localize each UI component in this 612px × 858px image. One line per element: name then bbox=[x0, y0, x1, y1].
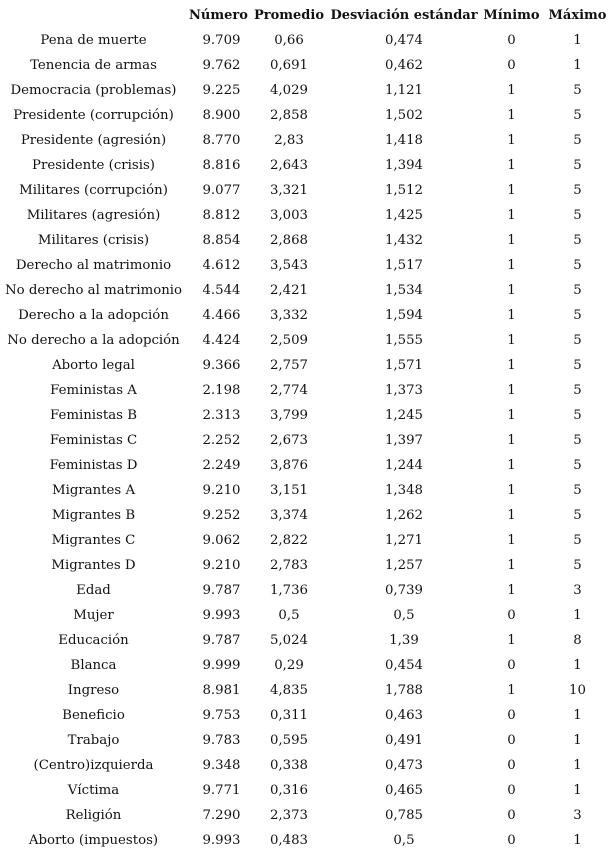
variable-cell: Beneficio bbox=[62, 708, 125, 723]
table-row bbox=[0, 628, 612, 653]
desviacion-cell: 1,348 bbox=[384, 483, 424, 498]
promedio-cell: 0,316 bbox=[269, 783, 309, 798]
minimo-cell: 1 bbox=[507, 183, 516, 198]
descriptive-statistics-table bbox=[0, 3, 612, 853]
maximo-cell: 5 bbox=[573, 483, 582, 498]
variable-cell: Tenencia de armas bbox=[30, 58, 157, 73]
table-row bbox=[0, 603, 612, 628]
minimo-cell: 0 bbox=[507, 708, 516, 723]
table-row bbox=[0, 428, 612, 453]
maximo-cell: 1 bbox=[573, 608, 582, 623]
numero-cell: 9.210 bbox=[202, 558, 241, 573]
maximo-cell: 5 bbox=[573, 183, 582, 198]
promedio-cell: 0,595 bbox=[269, 733, 309, 748]
minimo-cell: 0 bbox=[507, 658, 516, 673]
desviacion-cell: 0,491 bbox=[384, 733, 424, 748]
desviacion-cell: 1,244 bbox=[384, 458, 424, 473]
numero-cell: 9.366 bbox=[202, 358, 241, 373]
promedio-cell: 0,66 bbox=[274, 33, 304, 48]
variable-cell: Presidente (crisis) bbox=[32, 158, 155, 173]
desviacion-cell: 0,473 bbox=[384, 758, 424, 773]
table-row bbox=[0, 378, 612, 403]
minimo-cell: 1 bbox=[507, 208, 516, 223]
variable-cell: Migrantes D bbox=[51, 558, 136, 573]
table-row bbox=[0, 828, 612, 853]
maximo-cell: 5 bbox=[573, 533, 582, 548]
desviacion-cell: 1,534 bbox=[384, 283, 424, 298]
maximo-cell: 5 bbox=[573, 458, 582, 473]
table-row bbox=[0, 678, 612, 703]
numero-cell: 2.313 bbox=[202, 408, 241, 423]
minimo-cell: 1 bbox=[507, 633, 516, 648]
desviacion-cell: 1,512 bbox=[384, 183, 424, 198]
minimo-cell: 0 bbox=[507, 608, 516, 623]
variable-cell: Mujer bbox=[73, 608, 114, 623]
maximo-cell: 5 bbox=[573, 508, 582, 523]
table-row bbox=[0, 403, 612, 428]
promedio-cell: 0,483 bbox=[269, 833, 309, 848]
promedio-cell: 2,673 bbox=[269, 433, 309, 448]
maximo-cell: 10 bbox=[569, 683, 586, 698]
variable-cell: Religión bbox=[65, 808, 122, 823]
minimo-cell: 1 bbox=[507, 533, 516, 548]
desviacion-cell: 1,517 bbox=[384, 258, 424, 273]
minimo-cell: 1 bbox=[507, 133, 516, 148]
promedio-cell: 3,151 bbox=[269, 483, 309, 498]
numero-cell: 8.900 bbox=[202, 108, 241, 123]
minimo-cell: 1 bbox=[507, 383, 516, 398]
numero-cell: 4.466 bbox=[202, 308, 241, 323]
promedio-cell: 0,311 bbox=[269, 708, 309, 723]
promedio-cell: 2,783 bbox=[269, 558, 309, 573]
minimo-cell: 0 bbox=[507, 783, 516, 798]
maximo-cell: 1 bbox=[573, 58, 582, 73]
promedio-cell: 3,799 bbox=[269, 408, 309, 423]
variable-cell: Víctima bbox=[67, 783, 120, 798]
desviacion-cell: 1,257 bbox=[384, 558, 424, 573]
desviacion-cell: 1,271 bbox=[384, 533, 424, 548]
minimo-cell: 0 bbox=[507, 33, 516, 48]
variable-cell: Feministas A bbox=[50, 383, 137, 398]
table-row bbox=[0, 103, 612, 128]
table-row bbox=[0, 53, 612, 78]
promedio-cell: 2,868 bbox=[269, 233, 309, 248]
maximo-cell: 5 bbox=[573, 258, 582, 273]
header-numero: Número bbox=[189, 8, 248, 23]
minimo-cell: 1 bbox=[507, 308, 516, 323]
maximo-cell: 5 bbox=[573, 233, 582, 248]
header-promedio: Promedio bbox=[253, 8, 325, 23]
desviacion-cell: 1,121 bbox=[384, 83, 424, 98]
promedio-cell: 5,024 bbox=[269, 633, 309, 648]
promedio-cell: 2,774 bbox=[269, 383, 309, 398]
numero-cell: 9.787 bbox=[202, 583, 241, 598]
numero-cell: 9.999 bbox=[202, 658, 241, 673]
numero-cell: 9.783 bbox=[202, 733, 241, 748]
minimo-cell: 1 bbox=[507, 508, 516, 523]
variable-cell: Feministas D bbox=[49, 458, 138, 473]
maximo-cell: 1 bbox=[573, 833, 582, 848]
desviacion-cell: 0,5 bbox=[393, 608, 415, 623]
variable-cell: Presidente (corrupción) bbox=[13, 108, 174, 123]
promedio-cell: 0,691 bbox=[269, 58, 309, 73]
desviacion-cell: 1,502 bbox=[384, 108, 424, 123]
table-row bbox=[0, 753, 612, 778]
promedio-cell: 0,29 bbox=[274, 658, 304, 673]
variable-cell: Migrantes B bbox=[51, 508, 136, 523]
minimo-cell: 1 bbox=[507, 483, 516, 498]
maximo-cell: 1 bbox=[573, 658, 582, 673]
table-row bbox=[0, 28, 612, 53]
numero-cell: 4.612 bbox=[202, 258, 241, 273]
numero-cell: 9.062 bbox=[202, 533, 241, 548]
promedio-cell: 4,835 bbox=[269, 683, 309, 698]
variable-cell: Feministas C bbox=[49, 433, 138, 448]
promedio-cell: 4,029 bbox=[269, 83, 309, 98]
table-row bbox=[0, 178, 612, 203]
numero-cell: 9.210 bbox=[202, 483, 241, 498]
minimo-cell: 1 bbox=[507, 333, 516, 348]
promedio-cell: 3,332 bbox=[269, 308, 309, 323]
minimo-cell: 0 bbox=[507, 58, 516, 73]
desviacion-cell: 0,454 bbox=[384, 658, 424, 673]
maximo-cell: 1 bbox=[573, 783, 582, 798]
table-row bbox=[0, 478, 612, 503]
table-body bbox=[0, 28, 612, 853]
numero-cell: 9.348 bbox=[202, 758, 241, 773]
header-desviacion: Desviación estándar bbox=[330, 8, 478, 23]
minimo-cell: 1 bbox=[507, 83, 516, 98]
minimo-cell: 0 bbox=[507, 808, 516, 823]
variable-cell: Trabajo bbox=[67, 733, 120, 748]
promedio-cell: 2,643 bbox=[269, 158, 309, 173]
numero-cell: 8.770 bbox=[202, 133, 241, 148]
table-row bbox=[0, 728, 612, 753]
variable-cell: Presidente (agresión) bbox=[20, 133, 167, 148]
header-maximo: Máximo bbox=[548, 8, 607, 23]
variable-cell: Derecho a la adopción bbox=[18, 308, 169, 323]
promedio-cell: 1,736 bbox=[269, 583, 309, 598]
variable-cell: Educación bbox=[58, 633, 129, 648]
numero-cell: 9.225 bbox=[202, 83, 241, 98]
promedio-cell: 2,822 bbox=[269, 533, 309, 548]
desviacion-cell: 1,262 bbox=[384, 508, 424, 523]
table-row bbox=[0, 153, 612, 178]
maximo-cell: 5 bbox=[573, 433, 582, 448]
maximo-cell: 5 bbox=[573, 358, 582, 373]
minimo-cell: 1 bbox=[507, 458, 516, 473]
table-row bbox=[0, 203, 612, 228]
desviacion-cell: 1,418 bbox=[384, 133, 424, 148]
variable-cell: Aborto legal bbox=[52, 358, 135, 373]
numero-cell: 8.854 bbox=[202, 233, 241, 248]
desviacion-cell: 1,39 bbox=[389, 633, 419, 648]
variable-cell: Militares (crisis) bbox=[37, 233, 150, 248]
promedio-cell: 2,373 bbox=[269, 808, 309, 823]
table-row bbox=[0, 578, 612, 603]
variable-cell: No derecho a la adopción bbox=[7, 333, 180, 348]
promedio-cell: 3,321 bbox=[269, 183, 309, 198]
numero-cell: 9.787 bbox=[202, 633, 241, 648]
promedio-cell: 0,5 bbox=[278, 608, 300, 623]
table-row bbox=[0, 703, 612, 728]
promedio-cell: 2,509 bbox=[269, 333, 309, 348]
table-row bbox=[0, 78, 612, 103]
promedio-cell: 2,757 bbox=[269, 358, 309, 373]
minimo-cell: 1 bbox=[507, 358, 516, 373]
header-variable bbox=[0, 3, 187, 28]
table-row bbox=[0, 303, 612, 328]
numero-cell: 9.077 bbox=[202, 183, 241, 198]
variable-cell: Democracia (problemas) bbox=[10, 83, 177, 98]
table-row bbox=[0, 453, 612, 478]
maximo-cell: 5 bbox=[573, 408, 582, 423]
numero-cell: 8.816 bbox=[202, 158, 241, 173]
promedio-cell: 2,421 bbox=[269, 283, 309, 298]
numero-cell: 9.771 bbox=[202, 783, 241, 798]
desviacion-cell: 0,785 bbox=[384, 808, 424, 823]
table-row bbox=[0, 128, 612, 153]
minimo-cell: 1 bbox=[507, 683, 516, 698]
variable-cell: Migrantes C bbox=[51, 533, 136, 548]
minimo-cell: 1 bbox=[507, 283, 516, 298]
variable-cell: Militares (agresión) bbox=[26, 208, 161, 223]
minimo-cell: 0 bbox=[507, 758, 516, 773]
desviacion-cell: 0,5 bbox=[393, 833, 415, 848]
variable-cell: Edad bbox=[76, 583, 111, 598]
maximo-cell: 8 bbox=[573, 633, 582, 648]
numero-cell: 8.981 bbox=[202, 683, 241, 698]
desviacion-cell: 0,465 bbox=[384, 783, 424, 798]
maximo-cell: 5 bbox=[573, 558, 582, 573]
promedio-cell: 3,876 bbox=[269, 458, 309, 473]
desviacion-cell: 1,571 bbox=[384, 358, 424, 373]
numero-cell: 2.249 bbox=[202, 458, 241, 473]
maximo-cell: 5 bbox=[573, 83, 582, 98]
maximo-cell: 5 bbox=[573, 383, 582, 398]
maximo-cell: 5 bbox=[573, 333, 582, 348]
promedio-cell: 2,858 bbox=[269, 108, 309, 123]
table-row bbox=[0, 803, 612, 828]
minimo-cell: 1 bbox=[507, 558, 516, 573]
desviacion-cell: 1,397 bbox=[384, 433, 424, 448]
desviacion-cell: 1,555 bbox=[384, 333, 424, 348]
desviacion-cell: 0,462 bbox=[384, 58, 424, 73]
numero-cell: 9.709 bbox=[202, 33, 241, 48]
promedio-cell: 2,83 bbox=[274, 133, 304, 148]
table-row bbox=[0, 553, 612, 578]
table-row bbox=[0, 328, 612, 353]
variable-cell: Militares (corrupción) bbox=[19, 183, 168, 198]
maximo-cell: 1 bbox=[573, 33, 582, 48]
maximo-cell: 1 bbox=[573, 733, 582, 748]
numero-cell: 4.544 bbox=[202, 283, 241, 298]
maximo-cell: 5 bbox=[573, 158, 582, 173]
maximo-cell: 1 bbox=[573, 708, 582, 723]
maximo-cell: 5 bbox=[573, 133, 582, 148]
numero-cell: 9.753 bbox=[202, 708, 241, 723]
desviacion-cell: 0,463 bbox=[384, 708, 424, 723]
header-minimo: Mínimo bbox=[483, 8, 540, 23]
minimo-cell: 1 bbox=[507, 583, 516, 598]
minimo-cell: 1 bbox=[507, 408, 516, 423]
numero-cell: 9.252 bbox=[202, 508, 241, 523]
table-row bbox=[0, 353, 612, 378]
promedio-cell: 3,003 bbox=[269, 208, 309, 223]
variable-cell: Ingreso bbox=[67, 683, 120, 698]
desviacion-cell: 1,394 bbox=[384, 158, 424, 173]
minimo-cell: 0 bbox=[507, 733, 516, 748]
variable-cell: Migrantes A bbox=[51, 483, 136, 498]
maximo-cell: 5 bbox=[573, 108, 582, 123]
desviacion-cell: 1,425 bbox=[384, 208, 424, 223]
minimo-cell: 1 bbox=[507, 258, 516, 273]
maximo-cell: 5 bbox=[573, 208, 582, 223]
minimo-cell: 1 bbox=[507, 233, 516, 248]
variable-cell: Blanca bbox=[70, 658, 117, 673]
numero-cell: 9.762 bbox=[202, 58, 241, 73]
table-row bbox=[0, 228, 612, 253]
table-row bbox=[0, 503, 612, 528]
variable-cell: Pena de muerte bbox=[40, 33, 147, 48]
table-row bbox=[0, 278, 612, 303]
minimo-cell: 0 bbox=[507, 833, 516, 848]
numero-cell: 9.993 bbox=[202, 608, 241, 623]
maximo-cell: 5 bbox=[573, 283, 582, 298]
variable-cell: No derecho al matrimonio bbox=[4, 283, 183, 298]
promedio-cell: 3,374 bbox=[269, 508, 309, 523]
minimo-cell: 1 bbox=[507, 158, 516, 173]
desviacion-cell: 0,474 bbox=[384, 33, 424, 48]
table-row bbox=[0, 653, 612, 678]
maximo-cell: 5 bbox=[573, 308, 582, 323]
variable-cell: Feministas B bbox=[50, 408, 137, 423]
desviacion-cell: 1,245 bbox=[384, 408, 424, 423]
promedio-cell: 3,543 bbox=[269, 258, 309, 273]
desviacion-cell: 1,594 bbox=[384, 308, 424, 323]
table-row bbox=[0, 778, 612, 803]
desviacion-cell: 1,432 bbox=[384, 233, 424, 248]
numero-cell: 8.812 bbox=[202, 208, 241, 223]
header-row bbox=[0, 3, 612, 28]
promedio-cell: 0,338 bbox=[269, 758, 309, 773]
minimo-cell: 1 bbox=[507, 433, 516, 448]
table-row bbox=[0, 528, 612, 553]
maximo-cell: 1 bbox=[573, 758, 582, 773]
numero-cell: 4.424 bbox=[202, 333, 241, 348]
desviacion-cell: 0,739 bbox=[384, 583, 424, 598]
numero-cell: 2.198 bbox=[202, 383, 241, 398]
numero-cell: 9.993 bbox=[202, 833, 241, 848]
numero-cell: 2.252 bbox=[202, 433, 241, 448]
table-row bbox=[0, 253, 612, 278]
variable-cell: Aborto (impuestos) bbox=[28, 833, 159, 848]
variable-cell: Derecho al matrimonio bbox=[15, 258, 172, 273]
minimo-cell: 1 bbox=[507, 108, 516, 123]
variable-cell: (Centro)izquierda bbox=[33, 758, 154, 773]
maximo-cell: 3 bbox=[573, 808, 582, 823]
maximo-cell: 3 bbox=[573, 583, 582, 598]
desviacion-cell: 1,788 bbox=[384, 683, 424, 698]
numero-cell: 7.290 bbox=[202, 808, 241, 823]
desviacion-cell: 1,373 bbox=[384, 383, 424, 398]
